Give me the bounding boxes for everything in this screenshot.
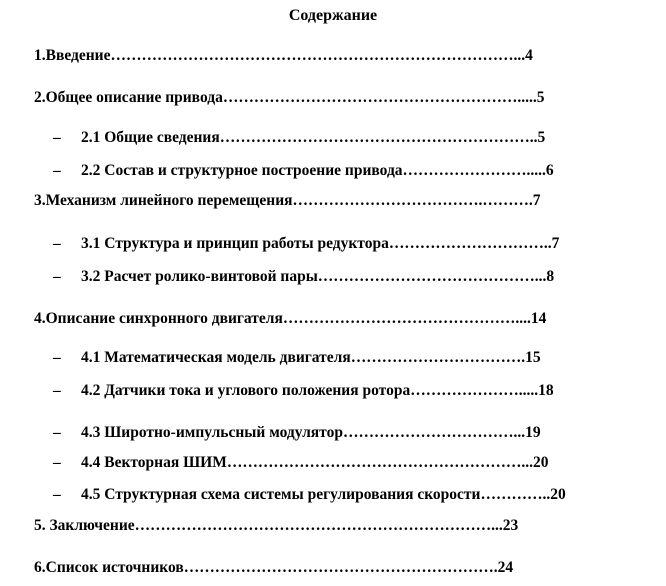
toc-item-text: 2.2 Состав и структурное построение привода…………………….....6 bbox=[81, 162, 554, 179]
toc-item-text: 3.2 Расчет ролико-винтовой пары……………………………………...8 bbox=[81, 268, 555, 285]
toc-item-text: 4.1 Математическая модель двигателя…………………………….15 bbox=[81, 349, 541, 366]
toc-item-text: 3.1 Структура и принцип работы редуктора…………………………..7 bbox=[81, 235, 560, 252]
toc-subitem-drive-structure[interactable] bbox=[0, 160, 628, 182]
toc-item-synchronous-motor[interactable] bbox=[34, 308, 632, 330]
dash-marker: – bbox=[53, 268, 61, 285]
dash-marker: – bbox=[53, 349, 61, 366]
toc-item-text: 4.2 Датчики тока и углового положения ротора………………….....18 bbox=[81, 382, 554, 399]
toc-subitem-reducer[interactable] bbox=[0, 233, 628, 255]
toc-subitem-pwm[interactable] bbox=[0, 422, 632, 444]
toc-item-text: 6.Список источников…………………………………………………….24 bbox=[34, 559, 514, 576]
toc-item-linear-mechanism[interactable] bbox=[34, 190, 628, 212]
page-title: Содержание bbox=[288, 7, 378, 24]
toc-item-drive-overview[interactable] bbox=[34, 87, 624, 109]
toc-item-text: 2.Общее описание привода………………………………………………….....5 bbox=[34, 89, 545, 106]
toc-item-text: 4.Описание синхронного двигателя………………………………………....14 bbox=[34, 310, 547, 327]
toc-subitem-math-model[interactable] bbox=[0, 347, 632, 369]
toc-item-references[interactable] bbox=[34, 557, 632, 579]
toc-item-text: 4.4 Векторная ШИМ…………………………………………………...20 bbox=[81, 454, 549, 471]
dash-marker: – bbox=[53, 129, 61, 146]
dash-marker: – bbox=[53, 235, 61, 252]
toc-subitem-sensors[interactable] bbox=[0, 380, 632, 402]
dash-marker: – bbox=[53, 486, 61, 503]
dash-marker: – bbox=[53, 454, 61, 471]
toc-subitem-speed-control[interactable] bbox=[0, 484, 632, 506]
dash-marker: – bbox=[53, 162, 61, 179]
toc-item-text: 2.1 Общие сведения……………………………………………………..5 bbox=[81, 129, 546, 146]
toc-item-text: 3.Механизм линейного перемещения……………………………….……….7 bbox=[34, 192, 541, 209]
toc-item-text: 5. Заключение……………………………………………………………...23 bbox=[34, 517, 519, 534]
toc-item-introduction[interactable] bbox=[34, 45, 624, 67]
toc-subitem-general-info[interactable] bbox=[0, 127, 628, 149]
toc-item-text: 4.3 Широтно-импульсный модулятор……………………………...19 bbox=[81, 424, 541, 441]
toc-subitem-roller-screw[interactable] bbox=[0, 266, 632, 288]
toc-item-text: 1.Введение……………………………………………………………………...4 bbox=[34, 47, 533, 64]
dash-marker: – bbox=[53, 424, 61, 441]
toc-subitem-vector-pwm[interactable] bbox=[0, 452, 632, 474]
toc-item-conclusion[interactable] bbox=[34, 515, 632, 537]
dash-marker: – bbox=[53, 382, 61, 399]
toc-item-text: 4.5 Структурная схема системы регулирования скорости…………..20 bbox=[81, 486, 566, 503]
